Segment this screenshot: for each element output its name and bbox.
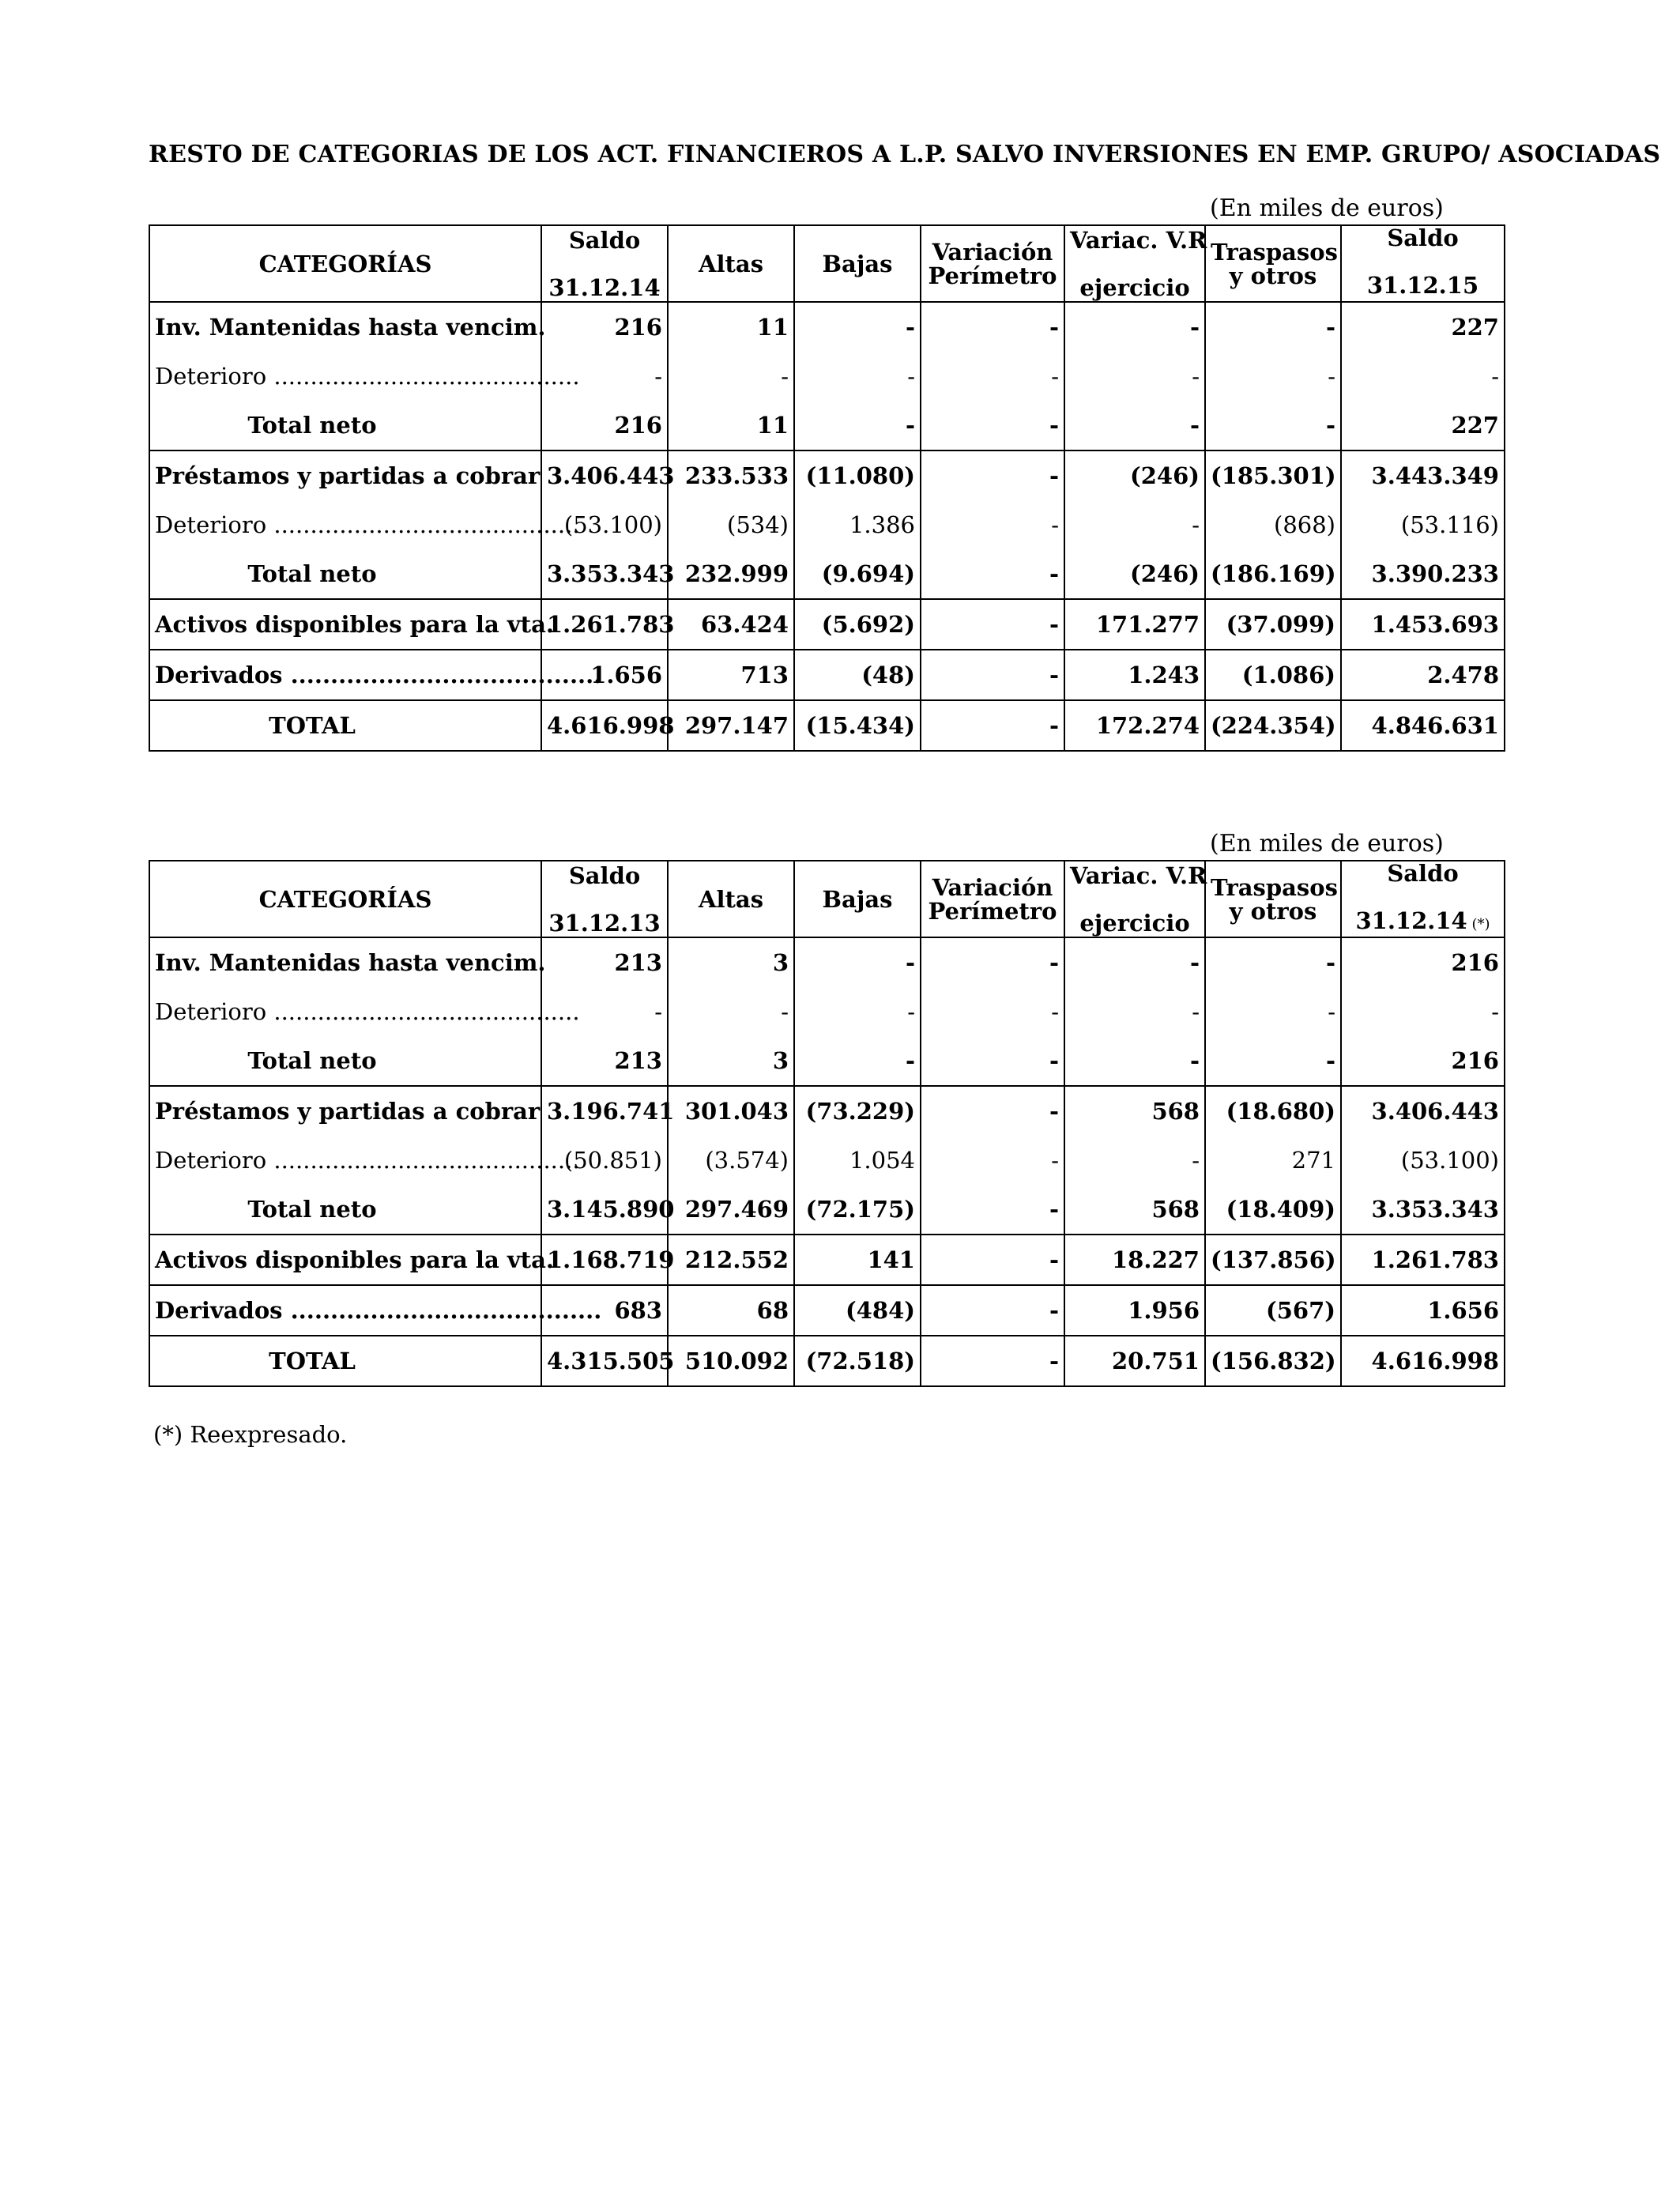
table-cell: 213 — [541, 937, 668, 987]
table-cell: (37.099) — [1205, 599, 1341, 650]
footnote: (*) Reexpresado. — [153, 1421, 348, 1448]
table-cell: (185.301) — [1205, 450, 1341, 500]
table-cell: - — [921, 700, 1064, 751]
table-row — [149, 500, 1505, 549]
table-cell: (53.100) — [541, 500, 668, 549]
table-cell: 227 — [1341, 401, 1505, 450]
table-cell: 233.533 — [668, 450, 794, 500]
header-text-value: Variación — [932, 238, 1053, 266]
table-cell: - — [921, 401, 1064, 450]
row-label: Inv. Mantenidas hasta vencim. — [149, 302, 541, 352]
table-cell: - — [1064, 937, 1205, 987]
table-cell: 4.315.505 — [541, 1336, 668, 1386]
table-cell: 2.478 — [1341, 650, 1505, 700]
table-cell: - — [921, 1336, 1064, 1386]
header-text — [1070, 861, 1207, 889]
table-cell: - — [794, 401, 921, 450]
header-saldo-inicial — [541, 225, 668, 302]
table-cell: (137.856) — [1205, 1235, 1341, 1285]
table-cell: - — [668, 987, 794, 1036]
header-bajas — [794, 225, 921, 302]
header-text — [1070, 911, 1200, 935]
header-text-value: Saldo — [568, 226, 641, 254]
row-label: Activos disponibles para la vta. — [149, 599, 541, 650]
table-row — [149, 352, 1505, 401]
row-label: Derivados ....................................... — [149, 650, 541, 700]
table-cell: (246) — [1064, 450, 1205, 500]
header-text — [926, 264, 1059, 288]
header-text — [1070, 226, 1207, 254]
table-cell: - — [1064, 500, 1205, 549]
header-text-value: Traspasos — [1211, 873, 1338, 901]
table-cell: 216 — [541, 401, 668, 450]
table-cell: (868) — [1205, 500, 1341, 549]
table-row — [149, 1136, 1505, 1185]
table-cell: 227 — [1341, 302, 1505, 352]
header-text-value: Perímetro — [928, 897, 1057, 925]
table-cell: 3 — [668, 937, 794, 987]
table-cell: - — [1064, 1136, 1205, 1185]
header-text-value: Saldo — [1387, 860, 1459, 887]
table-cell: - — [921, 1285, 1064, 1336]
header-text-value: y otros — [1229, 897, 1317, 925]
table-cell: 216 — [1341, 937, 1505, 987]
table-cell: (224.354) — [1205, 700, 1341, 751]
header-text-value: ejercicio — [1079, 273, 1190, 301]
header-text — [673, 252, 789, 276]
table-cell: - — [1064, 1036, 1205, 1086]
table-cell: 271 — [1205, 1136, 1341, 1185]
table-cell: 568 — [1064, 1185, 1205, 1235]
table-cell: (156.832) — [1205, 1336, 1341, 1386]
table-row — [149, 1036, 1505, 1086]
table-cell: - — [794, 352, 921, 401]
row-label: Total neto — [149, 1185, 541, 1235]
table-cell: - — [921, 500, 1064, 549]
table-cell: - — [794, 937, 921, 987]
header-text-value: y otros — [1229, 262, 1317, 289]
header-traspasos — [1205, 861, 1341, 937]
header-variacion-vr — [1064, 225, 1205, 302]
header-saldo-final — [1341, 225, 1505, 302]
table-cell: (53.116) — [1341, 500, 1505, 549]
table-cell: (73.229) — [794, 1086, 921, 1136]
header-text-value: Bajas — [822, 885, 893, 913]
table-cell: 1.656 — [1341, 1285, 1505, 1336]
header-text-value: 31.12.14 — [548, 273, 661, 301]
table-cell: 232.999 — [668, 549, 794, 599]
header-text — [926, 899, 1059, 923]
header-text-value: Traspasos — [1211, 238, 1338, 266]
table-cell: - — [794, 302, 921, 352]
header-text — [1211, 238, 1338, 266]
table-cell: (11.080) — [794, 450, 921, 500]
table-cell: - — [921, 352, 1064, 401]
table-cell: (246) — [1064, 549, 1205, 599]
table-row — [149, 401, 1505, 450]
table-cell: 1.261.783 — [1341, 1235, 1505, 1285]
header-text — [1347, 273, 1499, 301]
header-text — [1211, 873, 1338, 901]
header-variacion-perimetro — [921, 861, 1064, 937]
header-saldo-inicial — [541, 861, 668, 937]
table-cell: (3.574) — [668, 1136, 794, 1185]
table-cell: 68 — [668, 1285, 794, 1336]
financial-assets-table-2015 — [149, 224, 1505, 752]
table-cell: - — [921, 987, 1064, 1036]
table-cell: 1.453.693 — [1341, 599, 1505, 650]
header-text — [547, 861, 662, 889]
table-cell: 1.243 — [1064, 650, 1205, 700]
table-cell: - — [1341, 987, 1505, 1036]
document-title: RESTO DE CATEGORIAS DE LOS ACT. FINANCIEROS A L.P. SALVO INVERSIONES EN EMP. GRUPO/ ASOCIADAS — [149, 141, 1661, 168]
table-cell: - — [1205, 987, 1341, 1036]
table-cell: - — [541, 352, 668, 401]
unit-note: (En miles de euros) — [1210, 830, 1444, 858]
row-label: Deterioro .......................................... — [149, 987, 541, 1036]
header-text — [1211, 899, 1335, 923]
header-text-value: 31.12.13 — [548, 909, 661, 937]
table-row — [149, 987, 1505, 1036]
table-cell: 141 — [794, 1235, 921, 1285]
header-text-value: Variac. V.R — [1070, 861, 1207, 889]
table-cell: - — [921, 450, 1064, 500]
header-text — [926, 873, 1059, 901]
table-cell: 3.390.233 — [1341, 549, 1505, 599]
row-label: Deterioro .......................................... — [149, 500, 541, 549]
header-saldo-final — [1341, 861, 1505, 937]
table-cell: 3.196.741 — [541, 1086, 668, 1136]
table-row — [149, 1235, 1505, 1285]
table-cell: 11 — [668, 401, 794, 450]
header-bajas — [794, 861, 921, 937]
table-cell: 301.043 — [668, 1086, 794, 1136]
table-cell: - — [1205, 1036, 1341, 1086]
table-cell: - — [921, 1036, 1064, 1086]
table-cell: - — [1064, 987, 1205, 1036]
table-cell: 3 — [668, 1036, 794, 1086]
table-cell: - — [1205, 352, 1341, 401]
table-cell: 3.353.343 — [1341, 1185, 1505, 1235]
table-row — [149, 450, 1505, 500]
header-text-value: Saldo — [568, 861, 641, 889]
table-row — [149, 302, 1505, 352]
header-text — [1347, 909, 1499, 937]
header-text-value: 31.12.14 — [1355, 907, 1467, 934]
financial-assets-table-2014 — [149, 860, 1505, 1387]
table-cell: - — [921, 1136, 1064, 1185]
header-text — [1347, 226, 1499, 250]
table-cell: 1.386 — [794, 500, 921, 549]
header-text-value: Variac. V.R — [1070, 226, 1207, 254]
table-cell: - — [668, 352, 794, 401]
header-variacion-perimetro — [921, 225, 1064, 302]
row-label: Préstamos y partidas a cobrar — [149, 450, 541, 500]
table-cell: - — [1205, 937, 1341, 987]
table-cell: 1.168.719 — [541, 1235, 668, 1285]
header-text — [547, 911, 662, 935]
header-text — [547, 228, 662, 252]
table-cell: (50.851) — [541, 1136, 668, 1185]
table-cell: 297.147 — [668, 700, 794, 751]
header-text — [547, 273, 662, 301]
table-row — [149, 1285, 1505, 1336]
table-cell: - — [1064, 352, 1205, 401]
table-cell: (18.680) — [1205, 1086, 1341, 1136]
row-label: Total neto — [149, 1036, 541, 1086]
table-cell: - — [1341, 352, 1505, 401]
table-row — [149, 1185, 1505, 1235]
table-row — [149, 700, 1505, 751]
table-cell: 11 — [668, 302, 794, 352]
restated-mark: (*) — [1467, 916, 1490, 933]
header-text — [155, 885, 536, 913]
header-text-value: CATEGORÍAS — [258, 885, 432, 913]
table-cell: 1.054 — [794, 1136, 921, 1185]
table-cell: 3.406.443 — [1341, 1086, 1505, 1136]
table-cell: - — [921, 599, 1064, 650]
table-cell: 3.406.443 — [541, 450, 668, 500]
table-row — [149, 549, 1505, 599]
table-cell: 18.227 — [1064, 1235, 1205, 1285]
header-text — [800, 252, 915, 276]
row-label: TOTAL — [149, 700, 541, 751]
table-row — [149, 599, 1505, 650]
table-cell: (53.100) — [1341, 1136, 1505, 1185]
header-text-value: Perímetro — [928, 262, 1057, 289]
header-altas — [668, 861, 794, 937]
row-label: Inv. Mantenidas hasta vencim. — [149, 937, 541, 987]
row-label: Total neto — [149, 549, 541, 599]
table-cell: 3.145.890 — [541, 1185, 668, 1235]
table-cell: 216 — [541, 302, 668, 352]
table-cell: 1.261.783 — [541, 599, 668, 650]
table-cell: - — [1064, 401, 1205, 450]
table-cell: (18.409) — [1205, 1185, 1341, 1235]
table-cell: - — [1205, 401, 1341, 450]
header-text — [800, 885, 915, 913]
table-cell: - — [921, 302, 1064, 352]
header-categorias — [149, 225, 541, 302]
table-cell: 213 — [541, 1036, 668, 1086]
header-text-value: Altas — [698, 250, 764, 277]
header-traspasos — [1205, 225, 1341, 302]
header-text-value: ejercicio — [1079, 909, 1190, 937]
table-header-row — [149, 861, 1505, 937]
header-variacion-vr — [1064, 861, 1205, 937]
table-cell: - — [921, 1235, 1064, 1285]
table-cell: 63.424 — [668, 599, 794, 650]
table-cell: (9.694) — [794, 549, 921, 599]
table-cell: - — [794, 987, 921, 1036]
table-cell: (72.175) — [794, 1185, 921, 1235]
table-cell: (186.169) — [1205, 549, 1341, 599]
table-cell: (567) — [1205, 1285, 1341, 1336]
table-cell: (534) — [668, 500, 794, 549]
table-cell: (15.434) — [794, 700, 921, 751]
table-row — [149, 1336, 1505, 1386]
header-text — [1347, 861, 1499, 885]
table-cell: 297.469 — [668, 1185, 794, 1235]
header-text-value: Altas — [698, 885, 764, 913]
row-label: Deterioro .......................................... — [149, 1136, 541, 1185]
header-text-value: Bajas — [822, 250, 893, 277]
row-label: Préstamos y partidas a cobrar — [149, 1086, 541, 1136]
table-row — [149, 1086, 1505, 1136]
header-text — [155, 252, 536, 276]
table-cell: 3.443.349 — [1341, 450, 1505, 500]
table-cell: (484) — [794, 1285, 921, 1336]
unit-note: (En miles de euros) — [1210, 194, 1444, 222]
row-label: Derivados ....................................... — [149, 1285, 541, 1336]
table-cell: 4.616.998 — [1341, 1336, 1505, 1386]
header-altas — [668, 225, 794, 302]
table-cell: 4.846.631 — [1341, 700, 1505, 751]
header-categorias — [149, 861, 541, 937]
table-cell: 713 — [668, 650, 794, 700]
table-cell: 683 — [541, 1285, 668, 1336]
header-text-value: Saldo — [1387, 224, 1459, 251]
row-label: Total neto — [149, 401, 541, 450]
header-text-value: Variación — [932, 873, 1053, 901]
table-cell: 216 — [1341, 1036, 1505, 1086]
row-label: Activos disponibles para la vta. — [149, 1235, 541, 1285]
row-label: TOTAL — [149, 1336, 541, 1386]
table-row — [149, 937, 1505, 987]
table-cell: 171.277 — [1064, 599, 1205, 650]
header-text-value: 31.12.15 — [1366, 272, 1479, 299]
table-cell: 4.616.998 — [541, 700, 668, 751]
table-cell: 172.274 — [1064, 700, 1205, 751]
header-text — [926, 240, 1059, 264]
table-cell: - — [921, 937, 1064, 987]
table-cell: - — [921, 549, 1064, 599]
table-cell: - — [921, 650, 1064, 700]
table-cell: 568 — [1064, 1086, 1205, 1136]
table-cell: 3.353.343 — [541, 549, 668, 599]
table-cell: - — [794, 1036, 921, 1086]
table-cell: 20.751 — [1064, 1336, 1205, 1386]
table-cell: 1.956 — [1064, 1285, 1205, 1336]
table-cell: (48) — [794, 650, 921, 700]
header-text — [673, 885, 789, 913]
header-text — [1211, 264, 1335, 288]
table-header-row — [149, 225, 1505, 302]
table-cell: - — [541, 987, 668, 1036]
header-text — [1070, 273, 1200, 301]
table-cell: 510.092 — [668, 1336, 794, 1386]
row-label: Deterioro .......................................... — [149, 352, 541, 401]
table-cell: 212.552 — [668, 1235, 794, 1285]
table-cell: - — [921, 1185, 1064, 1235]
table-cell: (5.692) — [794, 599, 921, 650]
table-cell: - — [1064, 302, 1205, 352]
table-cell: (1.086) — [1205, 650, 1341, 700]
header-text-value: CATEGORÍAS — [258, 250, 432, 277]
table-cell: - — [1205, 302, 1341, 352]
table-cell: (72.518) — [794, 1336, 921, 1386]
table-cell: 1.656 — [541, 650, 668, 700]
table-row — [149, 650, 1505, 700]
table-cell: - — [921, 1086, 1064, 1136]
